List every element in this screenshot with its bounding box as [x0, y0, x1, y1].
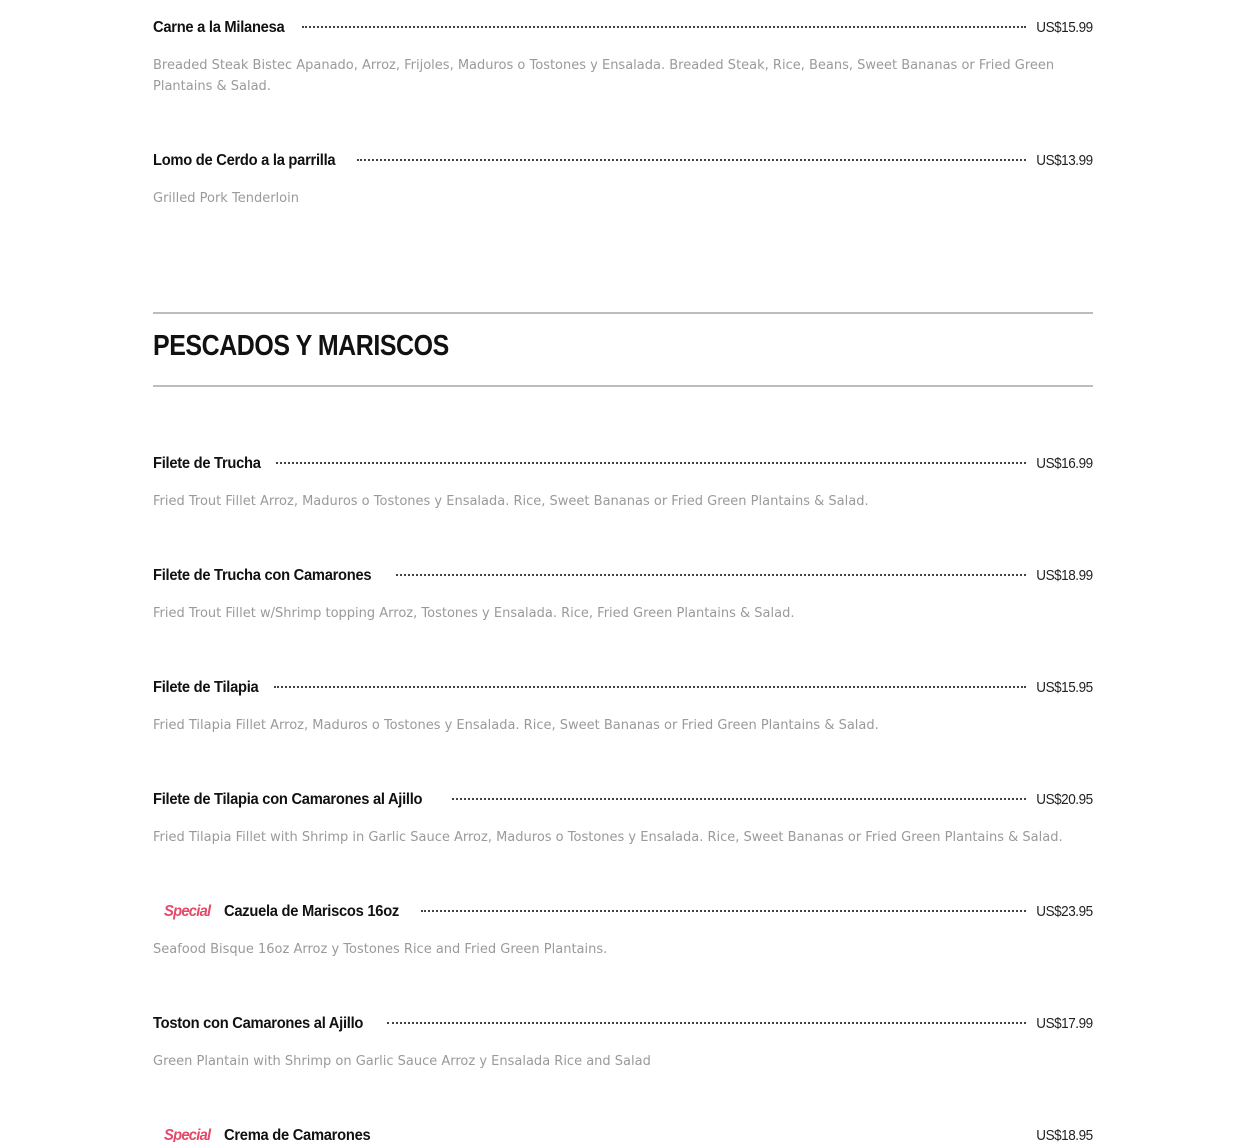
menu-item-description: Fried Tilapia Fillet with Shrimp in Garlic Sauce Arroz, Maduros o Tostones y Ensalada. Rice, Sweet Bananas or Fried Green Plantains & Salad. [153, 830, 1063, 845]
section-top-rule [153, 312, 1093, 314]
menu-item [153, 679, 1093, 736]
section-title: PESCADOS Y MARISCOS [153, 330, 449, 362]
menu-item-name: Cazuela de Mariscos 16oz [224, 903, 400, 920]
menu-item-description: Fried Trout Fillet Arroz, Maduros o Tostones y Ensalada. Rice, Sweet Bananas or Fried Green Plantains & Salad. [153, 494, 869, 509]
menu-item-description: Fried Trout Fillet w/Shrimp topping Arroz, Tostones y Ensalada. Rice, Fried Green Plantains & Salad. [153, 606, 795, 621]
special-badge: Special [164, 1127, 211, 1142]
menu-item-price: US$15.95 [1036, 679, 1093, 696]
leader-dots [387, 1022, 1026, 1024]
menu-item-price: US$20.95 [1036, 791, 1093, 808]
menu-item-name: Filete de Trucha [153, 455, 261, 472]
leader-dots [302, 26, 1026, 28]
menu-item [153, 1015, 1093, 1072]
menu-item [153, 791, 1093, 848]
menu-item-header [153, 903, 1093, 933]
menu-item-name: Crema de Camarones [224, 1127, 371, 1142]
menu-item-name: Filete de Tilapia [153, 679, 259, 696]
menu-item [153, 903, 1093, 960]
leader-dots [452, 798, 1027, 800]
menu-item-description: Seafood Bisque 16oz Arroz y Tostones Rice and Fried Green Plantains. [153, 942, 608, 957]
menu-item-name: Toston con Camarones al Ajillo [153, 1015, 364, 1032]
menu-item-price: US$18.95 [1036, 1127, 1093, 1142]
leader-dots [276, 462, 1026, 464]
menu-item-description: Fried Tilapia Fillet Arroz, Maduros o Tostones y Ensalada. Rice, Sweet Bananas or Fried Green Plantains & Salad. [153, 718, 879, 733]
menu-item [153, 567, 1093, 624]
menu-item-price: US$16.99 [1036, 455, 1093, 472]
menu-item [153, 152, 1093, 209]
menu-item [153, 455, 1093, 512]
leader-dots [357, 159, 1026, 161]
menu-item-header [153, 679, 1093, 709]
menu-item-header [153, 152, 1093, 182]
menu-item-price: US$23.95 [1036, 903, 1093, 920]
menu-item [153, 19, 1093, 97]
menu-item-header [153, 19, 1093, 49]
menu-item-header [153, 1015, 1093, 1045]
menu-item-name: Filete de Tilapia con Camarones al Ajillo [153, 791, 423, 808]
menu-item-price: US$13.99 [1036, 152, 1093, 169]
menu-item-description: Grilled Pork Tenderloin [153, 191, 299, 206]
menu-item-price: US$17.99 [1036, 1015, 1093, 1032]
leader-dots [274, 686, 1027, 688]
menu-item-header [153, 455, 1093, 485]
menu-item-name: Carne a la Milanesa [153, 19, 285, 36]
menu-item-description: Breaded Steak Bistec Apanado, Arroz, Frijoles, Maduros o Tostones y Ensalada. Breaded Steak, Rice, Beans, Sweet Bananas or Fried Green Plantains & Salad. [153, 58, 1055, 94]
leader-dots [396, 574, 1026, 576]
leader-dots [421, 910, 1027, 912]
menu-item-price: US$18.99 [1036, 567, 1093, 584]
menu-item [153, 1127, 1093, 1142]
menu-item-name: Filete de Trucha con Camarones [153, 567, 372, 584]
menu-item-name: Lomo de Cerdo a la parrilla [153, 152, 336, 169]
menu-item-header [153, 791, 1093, 821]
special-badge: Special [164, 903, 211, 920]
menu-item-header [153, 1127, 1093, 1142]
section-bottom-rule [153, 385, 1093, 387]
menu-item-price: US$15.99 [1036, 19, 1093, 36]
menu-item-header [153, 567, 1093, 597]
menu-item-description: Green Plantain with Shrimp on Garlic Sauce Arroz y Ensalada Rice and Salad [153, 1054, 651, 1069]
